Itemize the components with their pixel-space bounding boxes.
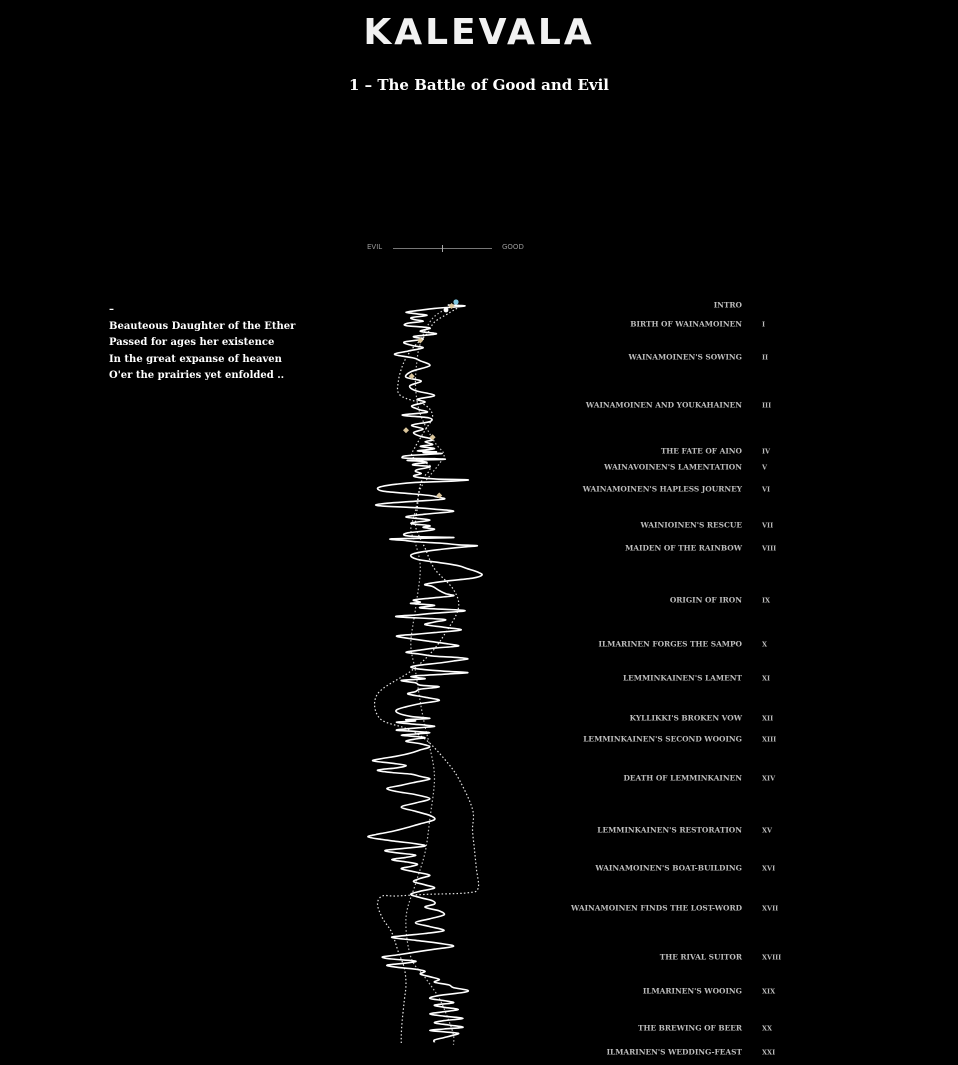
poem-line: O'er the prairies yet enfolded ..: [109, 370, 285, 381]
chapter-number: IV: [762, 447, 771, 456]
chapter-number: I: [762, 320, 766, 329]
chapter-title: ILMARINEN'S WOOING: [642, 986, 742, 996]
chapter-number: VIII: [762, 544, 777, 553]
start-marker: [453, 299, 458, 304]
chapter-number: XVIII: [762, 953, 782, 962]
chapter-number: XIX: [762, 987, 776, 996]
chapter-title: LEMMINKAINEN'S RESTORATION: [597, 825, 742, 835]
chapter-title: WAINAMOINEN AND YOUKAHAINEN: [585, 400, 742, 410]
chapter-number: XIV: [762, 774, 776, 783]
chapter-number: XVII: [762, 904, 779, 913]
chapter-number: XXI: [762, 1048, 776, 1057]
page-subtitle: 1 – The Battle of Good and Evil: [348, 76, 610, 94]
poem-line: Beauteous Daughter of the Ether: [109, 320, 296, 332]
chapter-title: WAINAVOINEN'S LAMENTATION: [604, 462, 742, 472]
chapter-number: XII: [762, 714, 774, 723]
chapter-title: ILMARINEN'S WEDDING-FEAST: [606, 1047, 742, 1057]
chapter-number: IX: [762, 596, 771, 605]
chapter-title: LEMMINKAINEN'S LAMENT: [622, 673, 742, 683]
chapter-number: VI: [762, 485, 771, 494]
chapter-number: XVI: [762, 864, 776, 873]
scale-evil-label: EVIL: [367, 243, 383, 251]
chapter-title: BIRTH OF WAINAMOINEN: [630, 319, 742, 329]
poem-line: Passed for ages her existence: [109, 337, 275, 348]
chapter-number: XV: [762, 826, 773, 835]
chapter-title: DEATH OF LEMMINKAINEN: [623, 773, 742, 783]
scale-good-label: GOOD: [502, 243, 524, 251]
chapter-number: XIII: [762, 735, 777, 744]
chapter-title: THE BREWING OF BEER: [637, 1023, 742, 1033]
chapter-title: WAINIOINEN'S RESCUE: [640, 520, 742, 530]
chapter-number: V: [762, 463, 768, 472]
chapter-title: MAIDEN OF THE RAINBOW: [625, 543, 742, 553]
chapter-title: THE RIVAL SUITOR: [659, 952, 742, 962]
chapter-title: INTRO: [713, 300, 742, 310]
chapter-number: X: [762, 640, 768, 649]
chapter-title: KYLLIKKI'S BROKEN VOW: [629, 713, 742, 723]
chapter-title: ILMARINEN FORGES THE SAMPO: [598, 639, 742, 649]
sentiment-line: [368, 305, 482, 1042]
chapter-title: WAINAMOINEN'S SOWING: [628, 352, 742, 362]
chapter-number: III: [762, 401, 772, 410]
chapter-number: XX: [762, 1024, 773, 1033]
page-title: KALEVALA: [363, 12, 595, 53]
chapter-title: WAINAMOINEN'S BOAT-BUILDING: [595, 863, 742, 873]
event-marker: [403, 427, 409, 433]
chapter-title: ORIGIN OF IRON: [669, 595, 742, 605]
chapter-title: WAINAMOINEN'S HAPLESS JOURNEY: [582, 484, 742, 494]
start-point: [444, 308, 449, 313]
chapter-title: LEMMINKAINEN'S SECOND WOOING: [583, 734, 742, 744]
chapter-number: II: [762, 353, 769, 362]
chapter-title: THE FATE OF AINO: [660, 446, 742, 456]
poem-line: In the great expanse of heaven: [109, 353, 282, 365]
poem-marker: –: [109, 304, 114, 315]
chapter-number: XI: [762, 674, 771, 683]
chapter-number: VII: [762, 521, 774, 530]
chapter-title: WAINAMOINEN FINDS THE LOST-WORD: [571, 903, 742, 913]
